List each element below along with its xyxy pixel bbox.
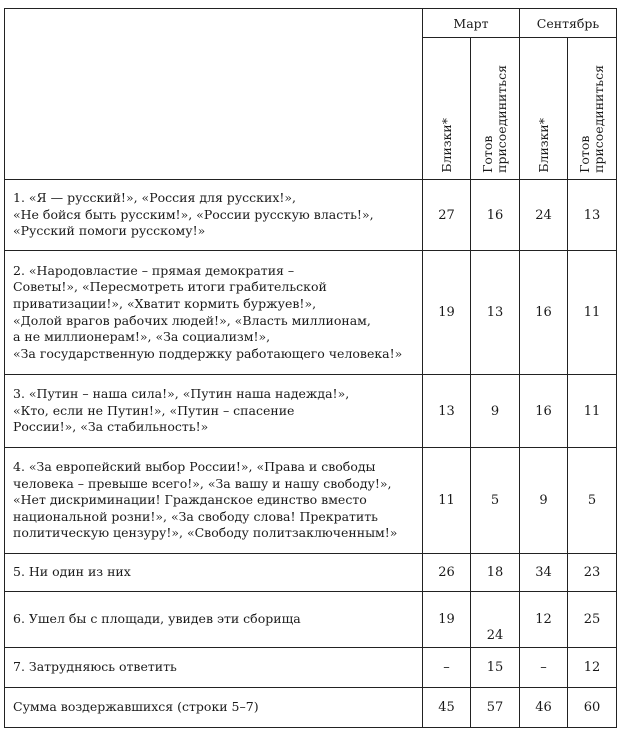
header-sub-cell: [423, 38, 471, 180]
header-sub-close-september: Близки*: [535, 118, 551, 173]
row-value: 46: [520, 688, 568, 728]
header-empty-cell: [5, 9, 423, 180]
row-slogans-text: 2. «Народовластие – прямая демократия – Советы!», «Пересмотреть итоги грабительской приватизации!», «Хватит кормить буржуев!», «Долой врагов рабочих людей!», «Власть миллионам, а не миллионерам!», «За социализм!», «За государственную поддержку работающего человека!»: [5, 251, 423, 375]
row-value: 15: [471, 648, 520, 688]
row-value: 24: [520, 180, 568, 251]
row-value: 16: [471, 180, 520, 251]
survey-table: [4, 8, 617, 728]
table-row: [5, 592, 617, 648]
header-sub-join-september: Готов присоединиться: [577, 65, 607, 173]
header-group-september: Сентябрь: [520, 9, 617, 38]
row-value: 13: [471, 251, 520, 375]
header-row-groups: [5, 9, 617, 38]
row-value: 45: [423, 688, 471, 728]
row-value: –: [520, 648, 568, 688]
table-row: [5, 648, 617, 688]
row-value: 11: [423, 448, 471, 554]
row-value: 34: [520, 554, 568, 592]
table-row: [5, 448, 617, 554]
row-value: 5: [568, 448, 617, 554]
row-value: 13: [423, 375, 471, 448]
row-value: 24: [471, 592, 520, 648]
row-option-text: 6. Ушел бы с площади, увидев эти сборища: [5, 592, 423, 648]
row-value: 9: [471, 375, 520, 448]
header-sub-join-march: Готов присоединиться: [480, 65, 509, 173]
row-value: 12: [520, 592, 568, 648]
row-value: 16: [520, 251, 568, 375]
row-value: 12: [568, 648, 617, 688]
row-value: 19: [423, 592, 471, 648]
row-value: 18: [471, 554, 520, 592]
row-value: –: [423, 648, 471, 688]
row-option-text: 5. Ни один из них: [5, 554, 423, 592]
row-value: 19: [423, 251, 471, 375]
row-value: 9: [520, 448, 568, 554]
header-sub-close-march: Близки*: [438, 118, 454, 173]
header-sub-cell: [520, 38, 568, 180]
row-option-text: 7. Затрудняюсь ответить: [5, 648, 423, 688]
table-row-total: [5, 688, 617, 728]
row-slogans-text: 1. «Я — русский!», «Россия для русских!», «Не бойся быть русским!», «России русскую власть!», «Русский помоги русскому!»: [5, 180, 423, 251]
table-row: [5, 251, 617, 375]
row-total-text: Сумма воздержавшихся (строки 5–7): [5, 688, 423, 728]
row-value: 13: [568, 180, 617, 251]
row-value: 26: [423, 554, 471, 592]
table-row: [5, 180, 617, 251]
table-row: [5, 554, 617, 592]
row-slogans-text: 3. «Путин – наша сила!», «Путин наша надежда!», «Кто, если не Путин!», «Путин – спасение России!», «За стабильность!»: [5, 375, 423, 448]
row-value: 16: [520, 375, 568, 448]
table-row: [5, 375, 617, 448]
row-value: 11: [568, 251, 617, 375]
row-slogans-text: 4. «За европейский выбор России!», «Права и свободы человека – превыше всего!», «За вашу и нашу свободу!», «Нет дискриминации! Гражданское единство вместо национальной розни!», «За свободу слова! Прекратить политическую цензуру!», «Свободу политзаключенным!»: [5, 448, 423, 554]
row-value: 57: [471, 688, 520, 728]
header-sub-cell: [568, 38, 617, 180]
row-value: 60: [568, 688, 617, 728]
row-value: 5: [471, 448, 520, 554]
row-value: 11: [568, 375, 617, 448]
header-group-march: Март: [423, 9, 520, 38]
header-sub-cell: [471, 38, 520, 180]
row-value: 27: [423, 180, 471, 251]
row-value: 25: [568, 592, 617, 648]
row-value: 23: [568, 554, 617, 592]
